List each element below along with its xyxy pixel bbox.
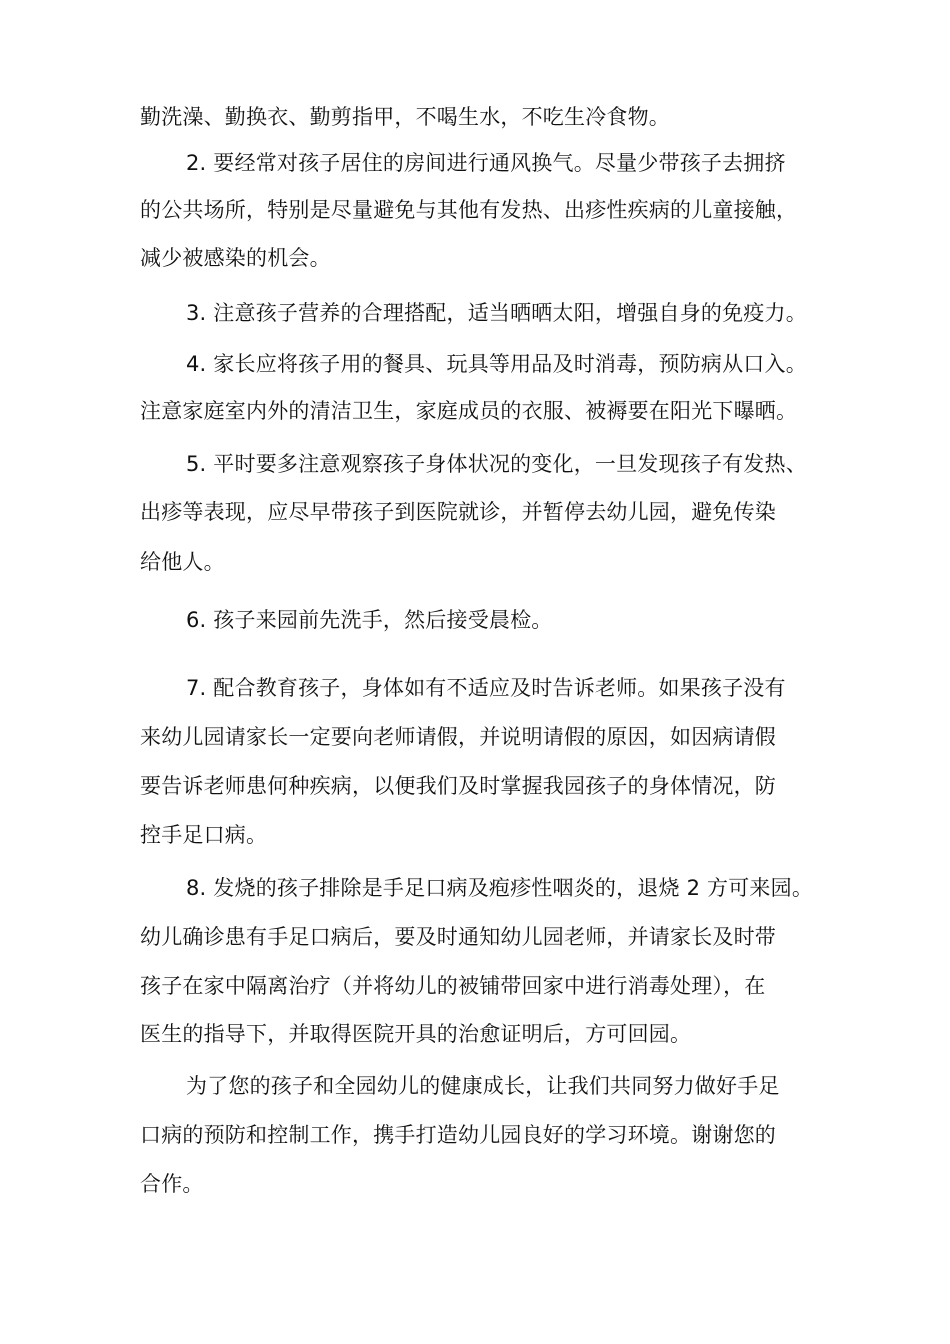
text-line: 幼儿确诊患有手足口病后，要及时通知幼儿园老师，并请家长及时带 [140,925,776,949]
text-line: 给他人。 [140,550,225,574]
text-line: 出疹等表现，应尽早带孩子到医院就诊，并暂停去幼儿园，避免传染 [140,500,776,524]
text-line: 8. 发烧的孩子排除是手足口病及疱疹性咽炎的，退烧 2 方可来园。 [186,876,814,900]
text-line: 要告诉老师患何种疾病，以便我们及时掌握我园孩子的身体情况，防 [140,774,776,798]
text-line: 5. 平时要多注意观察孩子身体状况的变化，一旦发现孩子有发热、 [186,452,807,476]
text-line: 控手足口病。 [140,823,268,847]
text-line: 减少被感染的机会。 [140,246,331,270]
text-line: 口病的预防和控制工作，携手打造幼儿园良好的学习环境。谢谢您的 [140,1123,776,1147]
text-line: 2. 要经常对孩子居住的房间进行通风换气。尽量少带孩子去拥挤 [186,151,786,175]
text-line: 勤洗澡、勤换衣、勤剪指甲，不喝生水，不吃生冷食物。 [140,105,670,129]
text-line: 4. 家长应将孩子用的餐具、玩具等用品及时消毒，预防病从口入。 [186,352,807,376]
text-line: 合作。 [140,1172,204,1196]
text-line: 医生的指导下，并取得医院开具的治愈证明后，方可回园。 [140,1022,692,1046]
text-line: 3. 注意孩子营养的合理搭配，适当晒晒太阳，增强自身的免疫力。 [186,301,807,325]
text-line: 6. 孩子来园前先洗手，然后接受晨检。 [186,608,553,632]
text-line: 7. 配合教育孩子，身体如有不适应及时告诉老师。如果孩子没有 [186,676,786,700]
text-line: 注意家庭室内外的清洁卫生，家庭成员的衣服、被褥要在阳光下曝晒。 [140,399,798,423]
text-line: 的公共场所，特别是尽量避免与其他有发热、出疹性疾病的儿童接触， [140,198,798,222]
text-line: 来幼儿园请家长一定要向老师请假，并说明请假的原因，如因病请假 [140,725,776,749]
text-line: 孩子在家中隔离治疗（并将幼儿的被铺带回家中进行消毒处理），在 [140,974,766,998]
text-line: 为了您的孩子和全园幼儿的健康成长，让我们共同努力做好手足 [186,1074,780,1098]
